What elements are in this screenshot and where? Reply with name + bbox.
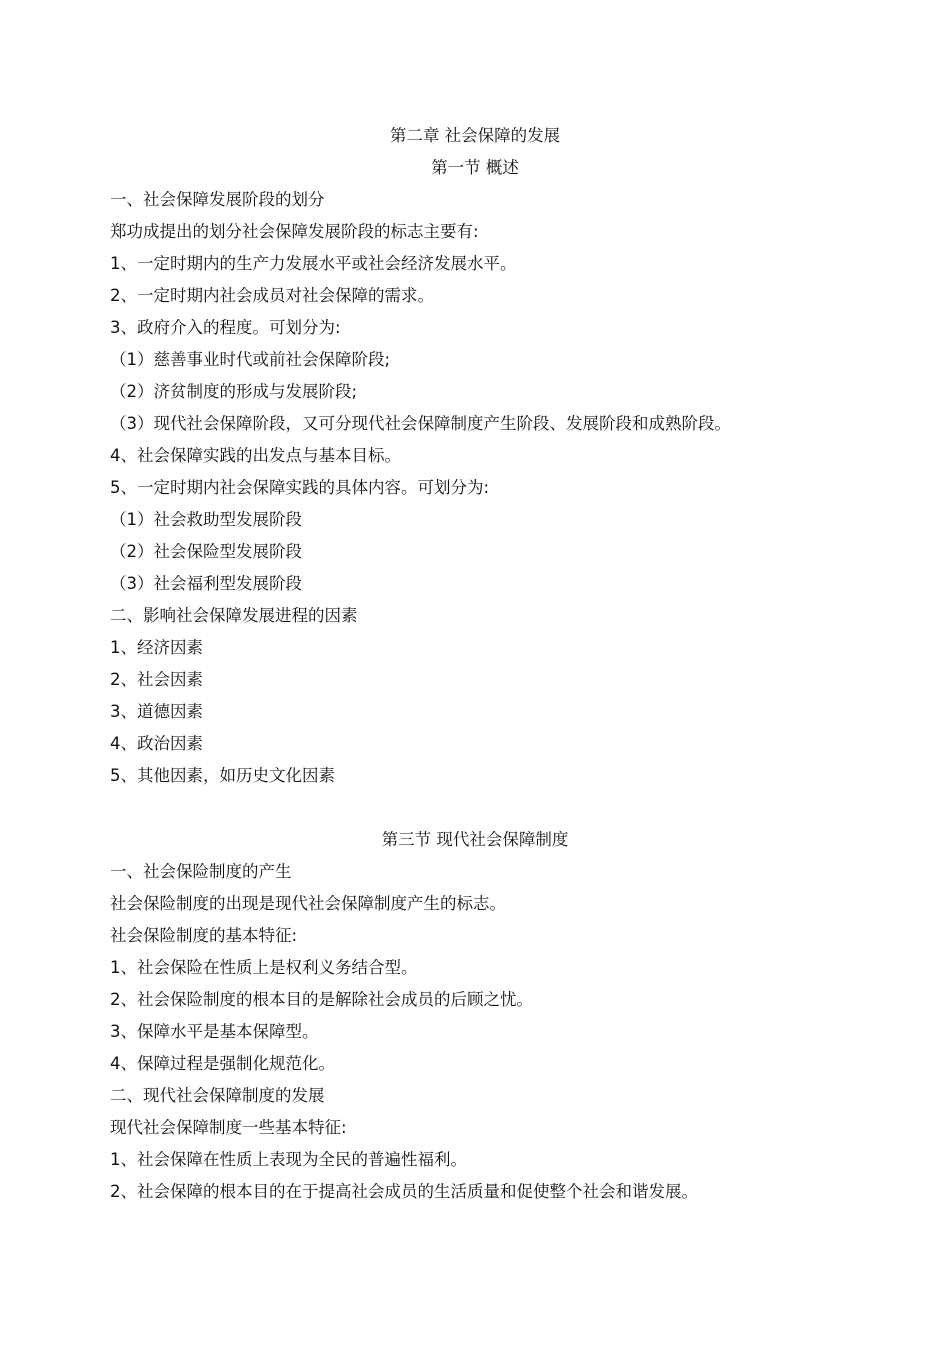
list-item: 1、社会保障在性质上表现为全民的普遍性福利。 — [110, 1150, 467, 1169]
list-item: 3、政府介入的程度。可划分为: — [110, 318, 341, 337]
list-item: 2、社会因素 — [110, 670, 203, 689]
list-item: 4、政治因素 — [110, 734, 203, 753]
sub-list-item: （1）慈善事业时代或前社会保障阶段; — [110, 350, 391, 369]
list-item: 5、一定时期内社会保障实践的具体内容。可划分为: — [110, 478, 490, 497]
sub-list-item: （3）现代社会保障阶段，又可分现代社会保障制度产生阶段、发展阶段和成熟阶段。 — [110, 414, 731, 433]
section-title-3: 第三节 现代社会保障制度 — [381, 830, 569, 849]
sub-list-item: （2）社会保险型发展阶段 — [110, 542, 302, 561]
heading-line: 二、影响社会保障发展进程的因素 — [110, 606, 358, 625]
list-item: 4、社会保障实践的出发点与基本目标。 — [110, 446, 401, 465]
text-line: 郑功成提出的划分社会保障发展阶段的标志主要有: — [110, 222, 479, 241]
list-item: 1、经济因素 — [110, 638, 203, 657]
list-item: 2、社会保障的根本目的在于提高社会成员的生活质量和促使整个社会和谐发展。 — [110, 1182, 698, 1201]
list-item: 5、其他因素，如历史文化因素 — [110, 766, 335, 785]
section-title-1: 第一节 概述 — [431, 158, 519, 177]
sub-list-item: （1）社会救助型发展阶段 — [110, 510, 302, 529]
text-line: 社会保险制度的基本特征: — [110, 926, 298, 945]
heading-line: 一、社会保障发展阶段的划分 — [110, 190, 325, 209]
list-item: 3、保障水平是基本保障型。 — [110, 1022, 319, 1041]
chapter-title: 第二章 社会保障的发展 — [389, 126, 561, 145]
heading-line: 一、社会保险制度的产生 — [110, 862, 292, 881]
list-item: 3、道德因素 — [110, 702, 203, 721]
text-line: 社会保险制度的出现是现代社会保障制度产生的标志。 — [110, 894, 506, 913]
list-item: 2、社会保险制度的根本目的是解除社会成员的后顾之忧。 — [110, 990, 533, 1009]
sub-list-item: （2）济贫制度的形成与发展阶段; — [110, 382, 358, 401]
heading-line: 二、现代社会保障制度的发展 — [110, 1086, 325, 1105]
list-item: 1、社会保险在性质上是权利义务结合型。 — [110, 958, 418, 977]
text-line: 现代社会保障制度一些基本特征: — [110, 1118, 347, 1137]
list-item: 4、保障过程是强制化规范化。 — [110, 1054, 335, 1073]
list-item: 2、一定时期内社会成员对社会保障的需求。 — [110, 286, 434, 305]
list-item: 1、一定时期内的生产力发展水平或社会经济发展水平。 — [110, 254, 517, 273]
sub-list-item: （3）社会福利型发展阶段 — [110, 574, 302, 593]
